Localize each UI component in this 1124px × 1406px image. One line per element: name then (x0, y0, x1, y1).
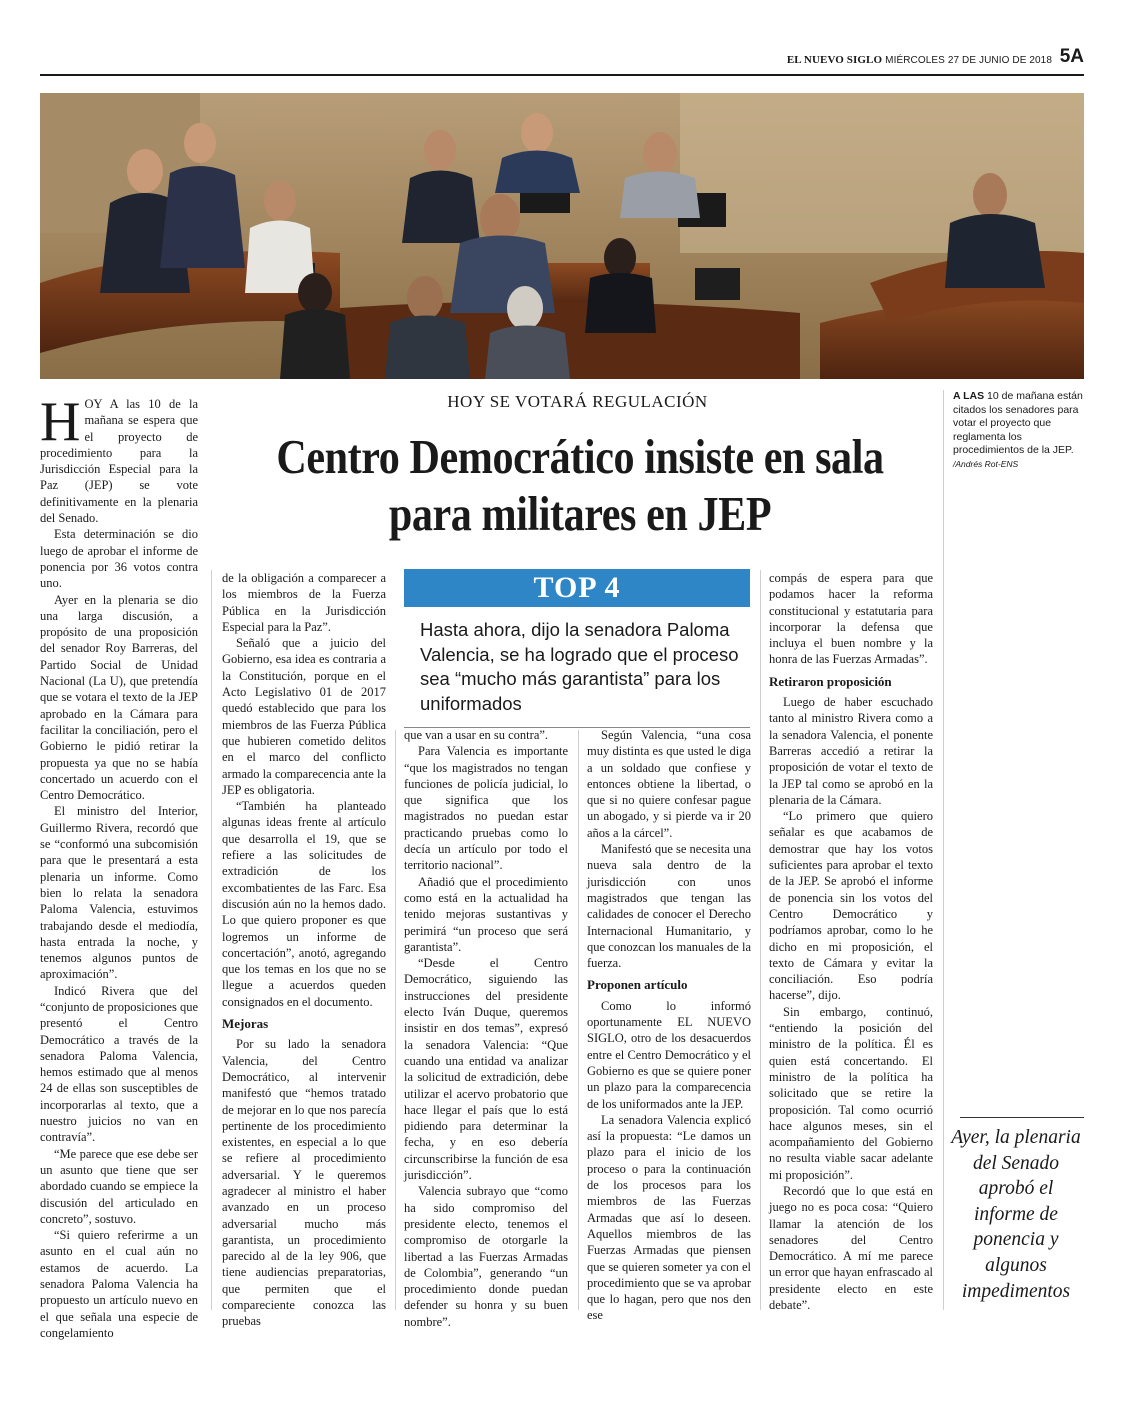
pull-quote-rule (960, 1117, 1084, 1118)
body-paragraph: “Me parece que ese debe ser un asunto que tiene que ser abordado cuando se empiece la discusión del articulado en concreto”, sostuvo. (40, 1146, 198, 1226)
body-paragraph: Para Valencia es importante “que los magistrados no tengan funciones de policía judicial, lo que significa que los magistrados no puedan estar practicando pruebas como lo decía un artículo por todo el territorio nacional”. (404, 744, 568, 873)
continued-paragraph: compás de espera para que podamos hacer la reforma constitucional y estatutaria para incorporar la defensa que incluya el buen nombre y la honra de las Fuerzas Armadas”. (769, 571, 933, 667)
continued-paragraph: de la obligación a comparecer a los miembros de la Fuerza Pública en la Jurisdicción Especial para la Paz”. (222, 571, 386, 634)
body-paragraph: Recordó que lo que está en juego no es poca cosa: “Quiero llamar la atención de los senadores del Centro Democrático. A mí me parece un error que hayan enfrascado al presidente electo en este debate”. (769, 1183, 933, 1313)
body-paragraph: Indicó Rivera que del “conjunto de proposiciones que presentó el Centro Democrático a través de la senadora Paloma Valencia, hemos estimado que al menos 24 de ellas son susceptibles de incorporarlas al texto, que a nuestro juicios no van en contravía”. (40, 983, 198, 1145)
continued-paragraph: que van a usar en su contra”. (404, 728, 549, 742)
lead-text: OY A las 10 de la mañana se espera que el proyecto de procedimiento para la Jurisdicción Especial para la Paz (JEP) se vote definitivamente en la plenaria del Senado. (40, 397, 198, 526)
body-paragraph: El ministro del Interior, Guillermo Rivera, recordó que se “conformó una subcomisión para que le presentará a esta plenaria un informe. Como bien lo relata la senadora Paloma Valencia, estuvimos trabajando desde el mediodía, hasta entrada la noche, y tenemos algunos puntos de aproximación”. (40, 804, 198, 982)
article-column-1 (40, 391, 198, 1341)
article-kicker: HOY SE VOTARÁ REGULACIÓN (447, 392, 708, 411)
body-paragraph: “Si quiero referirme a un asunto en el cual aún no estamos de acuerdo. La senadora Paloma Valencia ha propuesto un artículo nuevo en el que señala una especie de congelamiento (40, 1228, 198, 1340)
article-column-3 (404, 727, 568, 1330)
column-divider (760, 570, 761, 1310)
caption-lead: A LAS (953, 390, 985, 402)
body-paragraph: “Desde el Centro Democrático, siguiendo las instrucciones del presidente electo Iván Duque, queremos insistir en dos temas”, expresó la senadora Valencia: “Que cuando una entidad va analizar la solicitud de extradición, debe utilizar el acervo probatorio que hace llegar el país que lo está pidiendo para determinar la fecha, y en eso debería circunscribirse la función de esa jurisdicción”. (404, 956, 568, 1183)
column-divider (578, 730, 579, 1310)
body-paragraph: Ayer en la plenaria se dio una larga discusión, a propósito de una proposición del senador Roy Barreras, del Partido Social de Unidad Nacional (La U), que pretendía que se votara el texto de la JEP aprobado en la Cámara para facilitar la conciliación, pero el Gobierno le pidió retirar la propuesta ya que no se había concertado un acuerdo con el Centro Democrático. (40, 592, 198, 803)
subhead-mejoras: Mejoras (222, 1016, 269, 1032)
drop-cap: H (40, 391, 81, 453)
body-paragraph: Esta determinación se dio luego de aprobar el informe de ponencia por 36 votos contra uno. (40, 527, 198, 591)
masthead-info (787, 54, 1052, 66)
subhead-retiraron-proposicion: Retiraron proposición (769, 673, 892, 689)
body-paragraph: “Lo primero que quiero señalar es que acabamos de demostrar que hay los votos suficientes para aprobar el texto de la JEP. Se aprobó el informe de ponencia sin los votos del Centro Democrático y podríamos aprobar, como lo he dicho en mi proposición, el texto de Cámara y evitar la conciliación. Eso podría hacerse”, dijo. (769, 809, 933, 1003)
body-paragraph: Según Valencia, “una cosa muy distinta es que usted le diga a un soldado que confiese y entonces obtiene la libertad, o que si no quiere confesar pague un abogado, y si pierde va ir 20 años a la cárcel”. (587, 728, 751, 840)
top4-quote: Hasta ahora, dijo la senadora Paloma Valencia, se ha logrado que el proceso sea “mucho más garantista” para los uniformados (420, 619, 739, 714)
body-paragraph: Como lo informó oportunamente EL NUEVO SIGLO, otro de los desacuerdos entre el Centro Democrático y el Gobierno es que se quiere poner un plazo para la comparecencia de los uniformados ante la JEP. (587, 998, 751, 1111)
body-paragraph: Valencia subrayo que “como ha sido compromiso del presidente electo, tenemos el compromiso de otorgarle la libertad a las Fuerzas Armadas de Colombia”, generando “un procedimiento donde puedan defender su honra y su buen nombre”. (404, 1184, 568, 1329)
column-divider (211, 570, 212, 1310)
article-column-2 (222, 570, 386, 1330)
body-paragraph: Añadió que el procedimiento como está en la actualidad ha tenido mejoras sustantivas y perimirá “un proceso que será garantista”. (404, 874, 568, 954)
masthead-rule (40, 74, 1084, 76)
article-column-5 (769, 570, 933, 1313)
photo-caption (953, 390, 1083, 471)
article-column-4 (587, 727, 751, 1324)
article-headline: Centro Democrático insiste en sala para militares en JEP (276, 429, 884, 541)
lead-paragraph (40, 391, 198, 526)
body-paragraph: Sin embargo, continuó, “entiendo la posición del ministro de la política. Él es quien está concertando. El ministro de la política ha solicitado que se retire la proposición. Tal como ocurrió hace algunos meses, sin el acompañamiento del Gobierno no resulta viable sacar adelante mi proposición”. (769, 1004, 933, 1182)
photo-credit: /Andrés Rot-ENS (953, 458, 1019, 469)
column-divider (395, 730, 396, 1310)
body-paragraph: Por su lado la senadora Valencia, del Centro Democrático, al intervenir manifestó que “hemos tratado de mejorar en lo que nos parecía pertinente de los procedimiento existentes, en especial a lo que se refiere al procedimiento adversarial. Y le queremos agradecer al ministro el haber avanzado en un proceso adversarial mucho más garantista, un procedimiento parecido al de la ley 906, que tiene audiencias preparatorias, que permiten que el compareciente conozca las pruebas (222, 1037, 386, 1329)
newspaper-name: EL NUEVO SIGLO (786, 54, 883, 66)
body-paragraph: La senadora Valencia explicó así la propuesta: “Le damos un plazo para el inicio de los proceso o para la continuación de los procesos para los miembros de las Fuerzas Armadas que así lo deseen. Aquellos miembros de las Fuerzas Armadas que piensen que se quieren someter ya con el procedimiento que se va aprobar que lo hagan, pero que nos den ese (587, 1112, 751, 1323)
body-paragraph: Señaló que a juicio del Gobierno, esa idea es contraria a la Constitución, porque en el Acto Legislativo 01 de 2017 quedó establecido que para los miembros de las Fuerza Pública que hubieren cometido delitos en el marco del conflicto armado la comparecencia ante la JEP es obligatoria. (222, 636, 386, 797)
subhead-proponen-articulo: Proponen artículo (587, 977, 688, 993)
pull-quote: Ayer, la plenaria del Senado aprobó el informe de ponencia y algunos impedimentos (951, 1127, 1081, 1302)
caption-text: 10 de mañana están citados los senadores para votar el proyecto que reglamenta los procedimientos de la JEP. (953, 390, 1083, 456)
photo-illustration (40, 93, 1084, 379)
body-paragraph: Manifestó que se necesita una nueva sala dentro de la jurisdicción con unos magistrados que tengan las calidades de conocer el Derecho Internacional Humanitario, y que conozcan los manuales de la fuerza. (587, 842, 751, 971)
top4-label: TOP 4 (404, 569, 750, 607)
masthead (40, 46, 1084, 72)
page-number: 5A (1059, 46, 1084, 67)
issue-date: MIÉRCOLES 27 DE JUNIO DE 2018 (885, 55, 1052, 66)
body-paragraph: “También ha planteado algunas ideas frente al artículo que desarrolla el 19, que se refiere a las solicitudes de extradición de los excombatientes de las Farc. Esa discusión aún no la hemos dado. Lo que quiero proponer es que logremos un informe de concertación”, anotó, agregando que los temas en los que no se llegue a acuerdos queden consignados en el documento. (222, 799, 386, 1009)
column-divider (943, 390, 944, 1310)
senate-plenary-photo (40, 93, 1084, 379)
body-paragraph: Luego de haber escuchado tanto al ministro Rivera como a la senadora Valencia, el ponente Barreras accedió a retirar la proposición de votar el texto de la JEP tal como se aprobó en la plenaria de la Cámara. (769, 695, 933, 807)
